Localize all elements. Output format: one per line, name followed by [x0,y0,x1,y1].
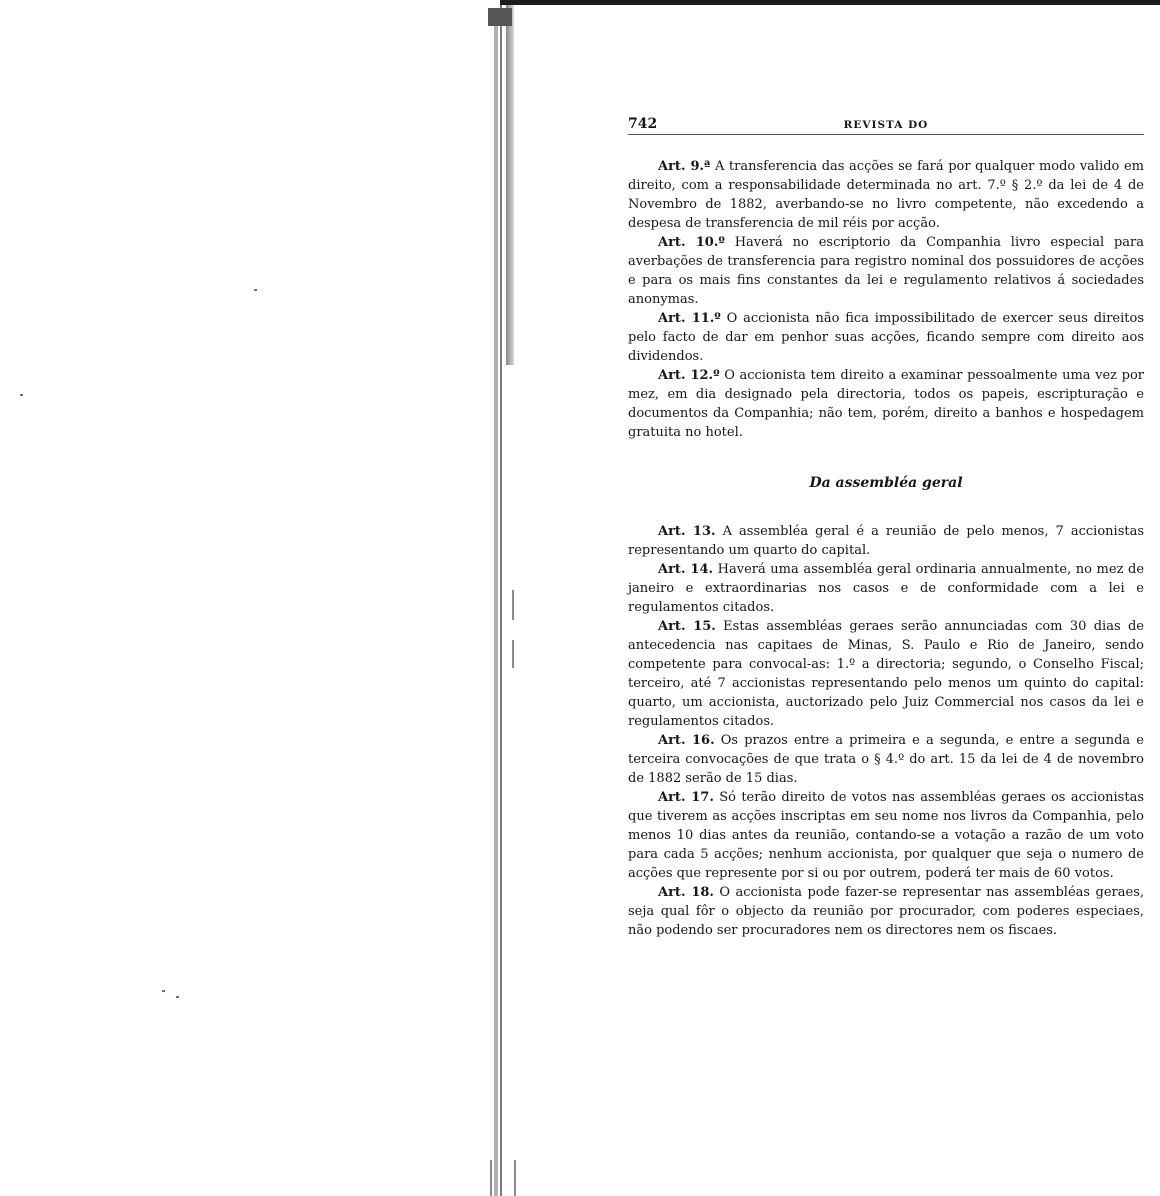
article-number: Art. 10.º [658,235,725,250]
article-number: Art. 11.º [658,311,721,326]
scan-mark [514,1160,516,1196]
article-paragraph [628,309,1144,366]
article-paragraph [628,233,1144,309]
article-paragraph [628,617,1144,731]
page-number: 742 [628,116,658,132]
article-paragraph [628,731,1144,788]
article-paragraph [628,366,1144,442]
article-text: Haverá no escriptorio da Companhia livro especial para averbações de transferencia para registro nominal dos possuidores de acções e para os mais fins constantes da lei e regulamento relativos á sociedades anonymas. [628,235,1145,307]
page-header [628,112,1144,135]
article-number: Art. 17. [658,790,714,805]
article-text: Só terão direito de votos nas assembléas geraes os accionistas que tiverem as acções inscriptas em seu nome nos livros da Companhia, pelo menos 10 dias antes da reunião, contando-se a votação a razão de um voto para cada 5 acções; nenhum accionista, por qualquer que seja o numero de acções que represente por si ou por outrem, poderá ter mais de 60 votos. [628,790,1144,881]
scan-mark [512,640,514,668]
article-text: O accionista tem direito a examinar pessoalmente uma vez por mez, em dia designado pela directoria, todos os papeis, escripturação e documentos da Companhia; não tem, porém, direito a banhos e hospedagem gratuita no hotel. [628,368,1144,440]
scan-speck [20,394,23,396]
scan-speck [254,289,257,291]
article-paragraph [628,883,1144,940]
article-paragraph [628,157,1144,233]
article-paragraph [628,522,1144,560]
article-number: Art. 13. [658,524,716,539]
article-number: Art. 12.º [658,368,720,383]
scan-top-edge [500,0,1160,5]
article-text: Estas assembléas geraes serão annunciadas com 30 dias de antecedencia nas capitaes de Minas, S. Paulo e Rio de Janeiro, sendo competente para convocal-as: 1.º a directoria; segundo, o Conselho Fiscal; terceiro, até 7 accionistas representando pelo menos um quinto do capital: quarto, um accionista, auctorizado pelo Juiz Commercial nos casos da lei e regulamentos citados. [628,619,1144,729]
article-text: A assembléa geral é a reunião de pelo menos, 7 accionistas representando um quarto do capital. [628,524,1145,558]
article-paragraph [628,788,1144,883]
article-number: Art. 9.ª [658,159,711,174]
article-text: A transferencia das acções se fará por qualquer modo valido em direito, com a responsabilidade determinada no art. 7.º § 2.º da lei de 4 de Novembro de 1882, averbando-se no livro competente, não excedendo a despesa de transferencia de mil réis por acção. [628,159,1144,231]
article-number: Art. 15. [658,619,716,634]
scan-mark [512,590,514,620]
article-text: Haverá uma assembléa geral ordinaria annualmente, no mez de janeiro e extraordinarias nos casos e de conformidade com a lei e regulamentos citados. [628,562,1145,615]
running-title: REVISTA DO [843,119,929,131]
article-text: O accionista não fica impossibilitado de exercer seus direitos pelo facto de dar em penhor suas acções, ficando sempre com direito aos dividendos. [628,311,1144,364]
article-number: Art. 14. [658,562,714,577]
book-page [628,112,1144,940]
scan-speck [176,996,179,998]
article-text: Os prazos entre a primeira e a segunda, e entre a segunda e terceira convocações de que trata o § 4.º do art. 15 da lei de 4 de novembro de 1882 serão de 15 dias. [628,733,1144,786]
section-title: Da assembléa geral [809,475,963,491]
scan-mark [490,1160,492,1196]
article-text: O accionista pode fazer-se representar nas assembléas geraes, seja qual fôr o objecto da reunião por procurador, com poderes especiaes, não podendo ser procuradores nem os directores nem os fiscaes. [628,885,1145,938]
article-number: Art. 16. [658,733,715,748]
scan-speck [162,990,165,992]
article-number: Art. 18. [658,885,714,900]
article-paragraph [628,560,1144,617]
